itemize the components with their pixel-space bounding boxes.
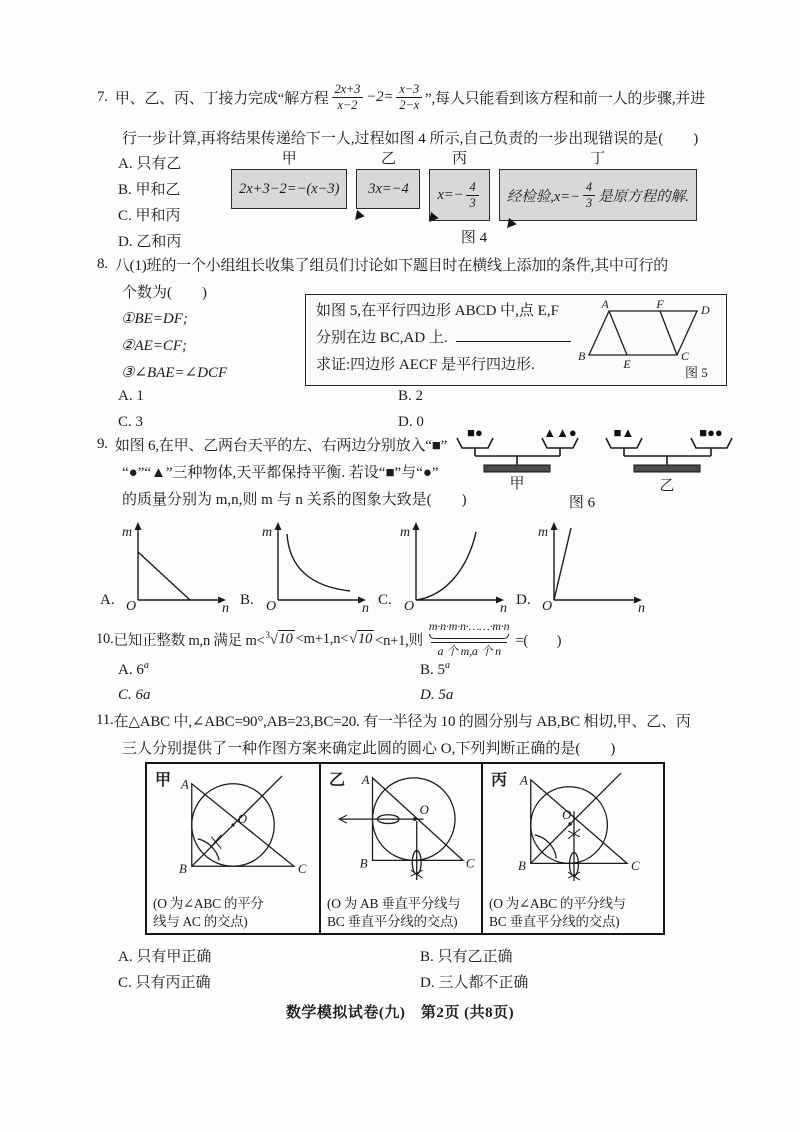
jia-center-O: O (237, 812, 248, 827)
q7-text-mid: −2= (366, 89, 394, 105)
q10-text-3: <n+1,则 (375, 632, 423, 649)
b-curve (287, 534, 350, 591)
q8-conditions (121, 306, 227, 387)
q7-line1 (97, 82, 705, 113)
fig5-parallelogram (572, 297, 724, 381)
q11-panel-jia (147, 764, 319, 933)
q8-option-b: B. 2 (398, 388, 424, 404)
a-label-m: m (122, 525, 133, 540)
fig4-person-jia (231, 150, 347, 209)
q9-graph-c (376, 516, 516, 612)
option-a-letter: A. (100, 592, 115, 608)
q11-option-b: B. 只有乙正确 (420, 949, 513, 965)
jia-vertex-B: B (178, 862, 187, 877)
panel-bing-caption: (O 为∠ABC 的平分线与 BC 垂直平分线的交点) (489, 896, 626, 929)
vertex-E: E (623, 357, 631, 371)
q10-fraction (427, 619, 512, 659)
d-label-o: O (542, 599, 553, 612)
d-label-n: n (638, 601, 645, 612)
q8-option-d: D. 0 (398, 414, 424, 430)
fig4-bing-fraction: $\frac{4}{3}$ (466, 180, 478, 211)
panel-jia-diagram (153, 772, 313, 882)
q10-text-1: 已知正整数 m,n 满足 m< (113, 632, 265, 649)
jia-center-dot (231, 823, 234, 826)
bing-triangle (531, 780, 627, 864)
panel-bing-label: 丙 (491, 772, 508, 789)
option-b-letter: B. (240, 592, 254, 608)
q10-fraction-numerator: m·n·m·n·……·m·n (428, 619, 510, 633)
fig4-yi-label: 乙 (380, 151, 396, 167)
bing-vertex-B: B (517, 859, 526, 874)
q7-option-d: D. 乙和丙 (118, 234, 182, 250)
q11-option-d: D. 三人都不正确 (420, 975, 529, 991)
q11-text-1: 在△ABC 中,∠ABC=90°,AB=23,BC=20. 有一半径为 10 的圆分别与 AB,BC 相切,甲、乙、丙 (113, 714, 691, 730)
q9-line2: “●”“▲”三种物体,天平都保持平衡. 若设“■”与“●” (122, 465, 439, 481)
yi-vertex-C: C (465, 856, 475, 871)
fig5-line1: 如图 5,在平行四边形 ABCD 中,点 E,F (316, 303, 559, 319)
q10-option-b: B. 5$^a$ (420, 660, 451, 678)
panel-jia-caption: (O 为∠ABC 的平分 线与 AC 的交点) (153, 896, 264, 929)
d-arrow-up (551, 522, 558, 530)
q7-fraction-2: $\frac{x-3}{2-x}$ (396, 82, 422, 113)
q8-text-1: 八(1)班的一个小组组长收集了组员们讨论如下题目时在横线上添加的条件,其中可行的 (114, 258, 669, 274)
bing-center-dot (568, 822, 572, 826)
q8-condition-1: ①BE=DF; (121, 311, 188, 327)
q11-figure-box (145, 762, 665, 935)
q7-fraction-1: $\frac{2x+3}{x-2}$ (332, 82, 364, 113)
fig5-blank-line (456, 327, 571, 342)
segment-FC (660, 311, 677, 355)
c-arrow-up (413, 522, 420, 530)
q7-text-2: ”,每人只能看到该方程和前一人的步骤,并进 (425, 91, 705, 107)
figure-5 (305, 294, 727, 386)
fig4-bing-label: 丙 (452, 151, 468, 167)
fig6-yi-label: 乙 (659, 478, 675, 494)
q8-condition-3: ③∠BAE=∠DCF (121, 365, 228, 381)
yi-frame (624, 448, 711, 465)
q10-fraction-denominator: a 个 m,a 个 n (431, 642, 506, 659)
bing-vertex-A: A (519, 773, 528, 788)
fig4-person-yi (356, 150, 420, 209)
bing-angle-bisector (531, 773, 621, 863)
jia-base (484, 465, 550, 472)
fig4-person-bing (429, 150, 489, 221)
panel-yi-diagram (324, 770, 478, 882)
page-footer: 数学模拟试卷(九) 第2页 (共8页) (285, 1005, 515, 1021)
fig4-jia-label: 甲 (281, 151, 297, 167)
q7-option-b: B. 甲和乙 (118, 182, 181, 198)
c-label-m: m (400, 525, 411, 540)
vertex-C: C (681, 349, 690, 363)
q10-option-d: D. 5a (420, 687, 454, 703)
q10-text-4: =( ) (515, 632, 562, 649)
q7-options (118, 151, 181, 255)
q10-option-a: A. 6$^a$ (118, 660, 149, 678)
yi-right-objects: ■●● (699, 428, 723, 440)
yi-vertex-A: A (361, 772, 370, 787)
fig6-caption: 图 6 (568, 495, 596, 510)
fig5-caption: 图 5 (685, 365, 708, 380)
panel-jia-label: 甲 (155, 772, 172, 789)
jia-left-objects: ■● (467, 428, 483, 440)
b-label-o: O (266, 599, 277, 612)
q8-condition-2: ②AE=CF; (121, 338, 188, 354)
q10-text-2: <m+1,n< (295, 630, 349, 647)
q9-number: 9. (97, 436, 108, 452)
fig5-text (316, 298, 571, 379)
panel-yi-label: 乙 (329, 772, 346, 789)
q10-option-c: C. 6a (118, 687, 151, 703)
jia-tick-marks (209, 835, 221, 849)
a-label-o: O (126, 599, 137, 612)
q10-underbrace (429, 634, 509, 639)
q11-line2: 三人分别提供了一种作图方案来确定此圆的圆心 O,下列判断正确的是( ) (122, 741, 616, 757)
c-curve (416, 532, 476, 600)
q7-option-c: C. 甲和丙 (118, 208, 181, 224)
fig4-ding-fraction: $\frac{4}{3}$ (583, 180, 595, 211)
b-arrow-up (275, 522, 282, 530)
panel-yi-caption: (O 为 AB 垂直平分线与 BC 垂直平分线的交点) (327, 896, 461, 929)
fig4-ding-label: 丁 (590, 151, 606, 167)
d-curve (554, 528, 571, 600)
q9-graph-b (238, 516, 378, 612)
q11-panel-yi (319, 764, 481, 933)
fig4-person-ding (499, 150, 697, 221)
q9-graph-d (514, 516, 654, 612)
bing-vertex-C: C (630, 859, 640, 874)
yi-center-O: O (419, 803, 429, 818)
option-c-letter: C. (378, 592, 392, 608)
q8-line2: 个数为( ) (122, 285, 207, 301)
q11-option-a: A. 只有甲正确 (118, 949, 212, 965)
jia-angle-bisector (192, 776, 282, 866)
fig4-yi-box: 3x=−4 (356, 169, 420, 209)
fig4-jia-box: 2x+3−2=−(x−3) (231, 169, 347, 209)
vertex-F: F (656, 297, 664, 311)
option-d-letter: D. (516, 592, 531, 608)
bing-center-O: O (562, 808, 572, 823)
q10-number: 10. (96, 630, 114, 647)
b-label-m: m (262, 525, 273, 540)
q8-option-a: A. 1 (118, 388, 144, 404)
d-label-m: m (538, 525, 549, 540)
vertex-D: D (701, 303, 710, 317)
b-label-n: n (362, 601, 369, 612)
fig4-bing-box: x=− $\frac{4}{3}$ (429, 169, 489, 221)
fig5-line2: 分别在边 BC,AD 上. (316, 325, 571, 352)
q11-panel-bing (481, 764, 663, 933)
panel-bing-diagram (488, 770, 658, 882)
fig4-ding-box: 经检验,x=− $\frac{4}{3}$ 是原方程的解. (499, 169, 697, 221)
q11-option-c: C. 只有丙正确 (118, 975, 211, 991)
q8-number: 8. (97, 256, 108, 272)
segment-AE (609, 311, 627, 355)
q8-option-c: C. 3 (118, 414, 144, 430)
q7-line2: 行一步计算,再将结果传递给下一人,过程如图 4 所示,自己负责的一步出现错误的是( ) (122, 131, 699, 147)
jia-vertex-A: A (180, 777, 189, 792)
q8-line1 (97, 254, 668, 275)
a-curve (138, 552, 190, 600)
vertex-A: A (601, 297, 609, 311)
q7-text-1: 甲、乙、丙、丁接力完成“解方程 (114, 91, 329, 107)
c-label-n: n (500, 601, 507, 612)
fig4-caption: 图 4 (460, 230, 488, 246)
q7-number: 7. (97, 89, 108, 105)
q7-option-a: A. 只有乙 (118, 156, 182, 172)
q10-cube-root: $^3$√10 (265, 629, 293, 648)
q9-line3: 的质量分别为 m,n,则 m 与 n 关系的图象大致是( ) (122, 492, 467, 508)
jia-frame (475, 448, 560, 465)
fig6-jia-label: 甲 (509, 476, 525, 492)
jia-vertex-C: C (297, 862, 307, 877)
q9-text-1: 如图 6,在甲、乙两台天平的左、右两边分别放入“■” (114, 438, 448, 454)
a-arrow-up (135, 522, 142, 530)
figure-6 (448, 428, 758, 510)
yi-left-objects: ■▲ (613, 428, 635, 440)
figure-4 (231, 150, 736, 248)
yi-center-dot (413, 817, 417, 821)
q10-square-root: √10 (349, 630, 373, 647)
q10-line1 (96, 616, 561, 662)
jia-right-objects: ▲▲● (543, 428, 577, 440)
q9-graph-a (98, 516, 238, 612)
yi-vertex-B: B (359, 856, 368, 871)
yi-base (634, 465, 700, 472)
c-label-o: O (404, 599, 415, 612)
q9-line1 (97, 434, 447, 455)
q11-line1 (96, 710, 691, 731)
a-label-n: n (222, 601, 229, 612)
fig5-line3: 求证:四边形 AECF 是平行四边形. (316, 357, 535, 373)
q11-number: 11. (96, 712, 114, 728)
vertex-B: B (578, 349, 586, 363)
